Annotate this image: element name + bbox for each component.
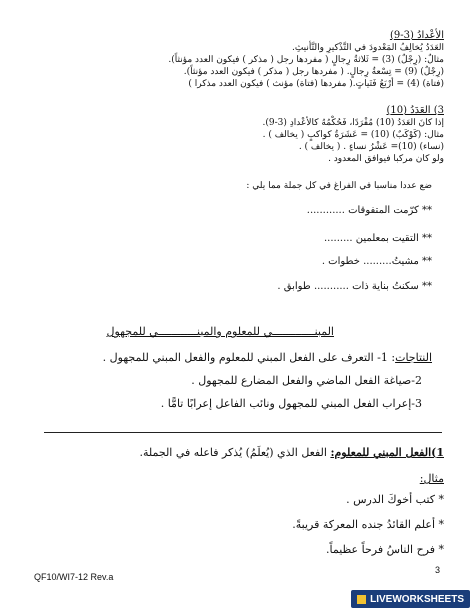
outcome-1-text: : 1- التعرف على الفعل المبني للمعلوم والفعل المبني للمجهول .: [102, 351, 396, 364]
example-line: (فتاة) (4) = أرْبَعُ فَتَياتٍ.( مفردها (فتاة) مؤنث ) فيكون العدد مذكرا ): [188, 79, 444, 89]
outcome-3: 3-إعراب الفعل المبني للمجهول ونائب الفاعل إعرابًا تامًّا .: [160, 397, 422, 410]
number-10-title: 3) العَدَدُ (10): [386, 105, 444, 116]
document-code: QF10/WI7-12 Rev.a: [34, 572, 114, 582]
example-line: مثال: (كَوْكَبٌ) (10) = عَشَرَةُ كواكبٍ ( يخالف ) .: [262, 130, 444, 140]
example-line: (رِجْلٌ) (9) = تِسْعةُ رِجالٍ. ( مفردها رجل ( مذكر ) فيكون العدد مؤنثاً).: [183, 67, 444, 77]
outcome-2: 2-صياغة الفعل الماضي والفعل المضارع للمجهول .: [191, 374, 422, 387]
brand-icon: [357, 595, 366, 604]
example-2: * أعلم القائدُ جنده المعركة قريبةً.: [292, 518, 444, 531]
example-label: مثال:: [419, 472, 444, 485]
example-1: * كتب أخوكَ الدرس .: [346, 493, 444, 506]
exercise-question-1[interactable]: ** كرّمت المتفوقات ............: [306, 205, 432, 216]
definition-label: 1)الفعل المبني للمعلوم:: [330, 446, 444, 459]
lesson-title: المبنـــــــــــــي للمعلوم والمبنــــــــــــي للمجهول: [106, 325, 334, 338]
rule-line: إذا كانَ العَدَدُ (10) مُفْرَدًا، فَحُكْمُهُ كالأعْدادِ (3-9).: [262, 118, 444, 128]
brand-name: LIVEWORKSHEETS: [370, 593, 464, 605]
example-3: * فرح الناسُ فرحاً عظيماً.: [325, 543, 444, 556]
exercise-question-3[interactable]: ** مشيتُ......... خطوات .: [321, 256, 432, 267]
example-line: (نساء) (10)= عَشْرُ نساءٍ . ( يخالف ) .: [298, 142, 444, 152]
outcome-1: [103, 351, 432, 364]
exercise-instruction: ضع عددا مناسبا في الفراغ في كل جملة مما يلي :: [246, 181, 432, 191]
exercise-question-4[interactable]: ** سكنتُ بناية ذات ........... طوابق .: [277, 281, 432, 292]
definition-text: الفعل الذي (يُعلَمُ) يُذكر فاعله في الجملة.: [139, 446, 331, 459]
rule-line: العَدَدُ يُخالِفُ المَعْدودَ في التَّذْكيرِ والتَّأنيثِ.: [291, 43, 444, 53]
example-line: مثالٌ: (رِجْلٌ) (3) = ثَلاثةُ رِجالٍ ( مفردها رجل ( مذكر ) فيكون العدد مؤنثاً).: [168, 55, 444, 65]
definition-line: [139, 446, 444, 459]
section-divider: [44, 432, 442, 433]
page-number: 3: [434, 565, 440, 575]
brand-logo[interactable]: [351, 590, 470, 608]
rule-line: ولو كان مركبا فيوافق المعدود .: [328, 154, 444, 164]
exercise-question-2[interactable]: ** التقيت بمعلمين .........: [324, 233, 432, 244]
numbers-3-9-title: الأعْدادُ (3-9): [389, 30, 444, 41]
outcomes-label: النتاجات: [395, 351, 432, 364]
